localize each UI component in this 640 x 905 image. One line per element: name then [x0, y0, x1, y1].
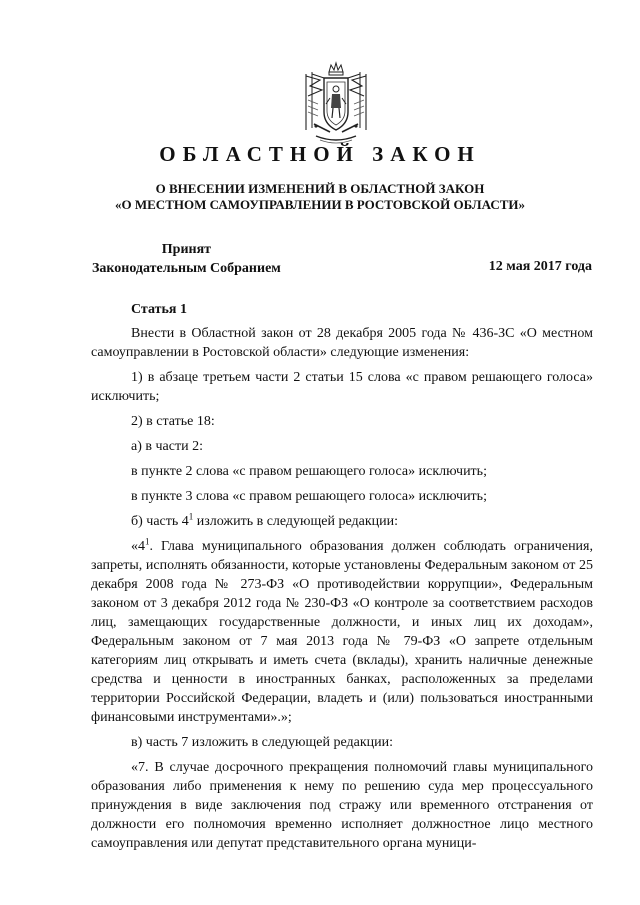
coat-of-arms-icon	[300, 60, 372, 146]
article-heading: Статья 1	[131, 302, 187, 317]
item-2a-point-2: в пункте 2 слова «с правом решающего голоса» исключить;	[131, 464, 487, 479]
legislative-assembly-label: Законодательным Собранием	[92, 261, 281, 276]
quote-4-text: . Глава муниципального образования должен соблюдать ограничения, запреты, исполнять обязанности, которые установлены Федеральным законом от 25 декабря 2008 года № 273-ФЗ «О противодействии коррупции», Федеральным законом от 3 декабря 2012 года № 230-ФЗ «О контроле за соответствием расходов лиц, замещающих государственные должности, и иных лиц их доходам», Федеральным законом от 7 мая 2013 года № 79-ФЗ «О запрете отдельным категориям лиц открывать и иметь счета (вклады), хранить наличные денежные средства и ценности в иностранных банках, расположенных за пределами территории Российской Федерации, владеть и (или) пользоваться иностранными финансовыми инструментами».»;	[91, 539, 593, 725]
item-2b-prefix: б) часть 4	[131, 514, 189, 529]
item-2b-superscript: 1	[188, 511, 194, 522]
adoption-authority	[92, 240, 281, 278]
item-2a: а) в части 2:	[131, 439, 203, 454]
adoption-date: 12 мая 2017 года	[488, 259, 592, 274]
item-2c: в) часть 7 изложить в следующей редакции:	[131, 735, 394, 750]
subtitle-line-2: «О МЕСТНОМ САМОУПРАВЛЕНИИ В РОСТОВСКОЙ ОБЛАСТИ»	[115, 197, 525, 212]
quote-4-superscript: 1	[145, 536, 150, 547]
item-2b	[91, 512, 593, 531]
quote-4-prefix: «4	[131, 539, 145, 554]
item-1: 1) в абзаце третьем части 2 статьи 15 слова «с правом решающего голоса» исключить;	[91, 370, 593, 404]
item-2: 2) в статье 18:	[131, 414, 215, 429]
quote-part-4-1	[91, 537, 593, 727]
item-2a-point-3: в пункте 3 слова «с правом решающего голоса» исключить;	[131, 489, 487, 504]
item-2b-suffix: изложить в следующей редакции:	[193, 514, 399, 529]
adopted-label: Принят	[161, 242, 212, 257]
law-subtitle	[0, 181, 640, 213]
intro-paragraph: Внести в Областной закон от 28 декабря 2005 года № 436-ЗС «О местном самоуправлении в Ростовской области» следующие изменения:	[91, 326, 593, 360]
quote-part-7: «7. В случае досрочного прекращения полномочий главы муниципального образования либо применения к нему по решению суда мер процессуального принуждения в виде заключения под стражу или временного отстранения от должности его полномочия временно исполняет должностное лицо местного самоуправления или депутат представительного органа муници-	[91, 760, 593, 851]
law-title: ОБЛАСТНОЙ ЗАКОН	[159, 142, 481, 166]
subtitle-line-1: О ВНЕСЕНИИ ИЗМЕНЕНИЙ В ОБЛАСТНОЙ ЗАКОН	[155, 181, 485, 196]
law-body	[91, 300, 593, 859]
